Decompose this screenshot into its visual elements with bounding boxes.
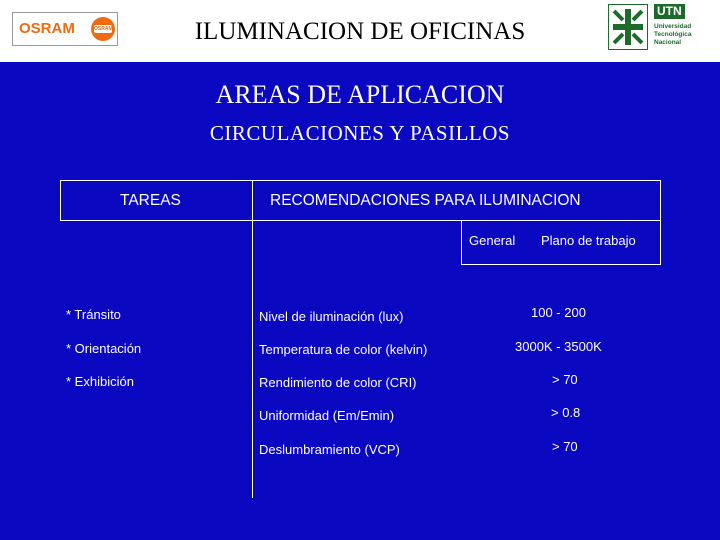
param-label: Deslumbramiento (VCP)	[259, 442, 400, 457]
tarea-item: * Orientación	[66, 341, 142, 356]
subheader-plano-trabajo: Plano de trabajo	[541, 233, 636, 248]
page-title: ILUMINACION DE OFICINAS	[194, 18, 526, 45]
utn-logo	[608, 4, 712, 52]
table-divider-col2	[461, 220, 462, 265]
header-recomendaciones: RECOMENDACIONES PARA ILUMINACION	[270, 192, 581, 209]
utn-name: UTN	[654, 4, 685, 19]
table-border-left	[60, 180, 61, 221]
utn-line-1: Universidad	[654, 23, 692, 30]
osram-logo-text: OSRAM	[19, 20, 75, 37]
section-subheading: CIRCULACIONES Y PASILLOS	[209, 121, 511, 145]
section-heading: AREAS DE APLICACION	[215, 80, 505, 109]
param-label: Nivel de iluminación (lux)	[259, 309, 404, 324]
param-label: Rendimiento de color (CRI)	[259, 375, 417, 390]
tarea-item: * Exhibición	[66, 374, 134, 389]
param-value: > 70	[552, 372, 578, 387]
param-value: > 0.8	[551, 405, 581, 420]
tarea-item: * Tránsito	[66, 307, 121, 322]
table-divider-col1	[252, 180, 253, 498]
subheader-general: General	[469, 233, 516, 248]
utn-line-3: Nacional	[654, 39, 682, 46]
slide-header	[0, 0, 720, 62]
utn-emblem-icon	[608, 4, 648, 50]
table-border-top	[60, 180, 661, 181]
header-tareas: TAREAS	[120, 192, 181, 209]
table-border-header	[60, 220, 661, 221]
param-value: 3000K - 3500K	[515, 339, 602, 354]
param-label: Uniformidad (Em/Emin)	[259, 408, 395, 423]
table-border-right	[660, 180, 661, 265]
utn-line-2: Tecnológica	[654, 31, 692, 38]
param-value: 100 - 200	[531, 305, 586, 320]
param-value: > 70	[552, 439, 578, 454]
table-border-subheader	[461, 264, 661, 265]
osram-badge-icon: OSRAM	[91, 17, 115, 41]
param-label: Temperatura de color (kelvin)	[259, 342, 428, 357]
